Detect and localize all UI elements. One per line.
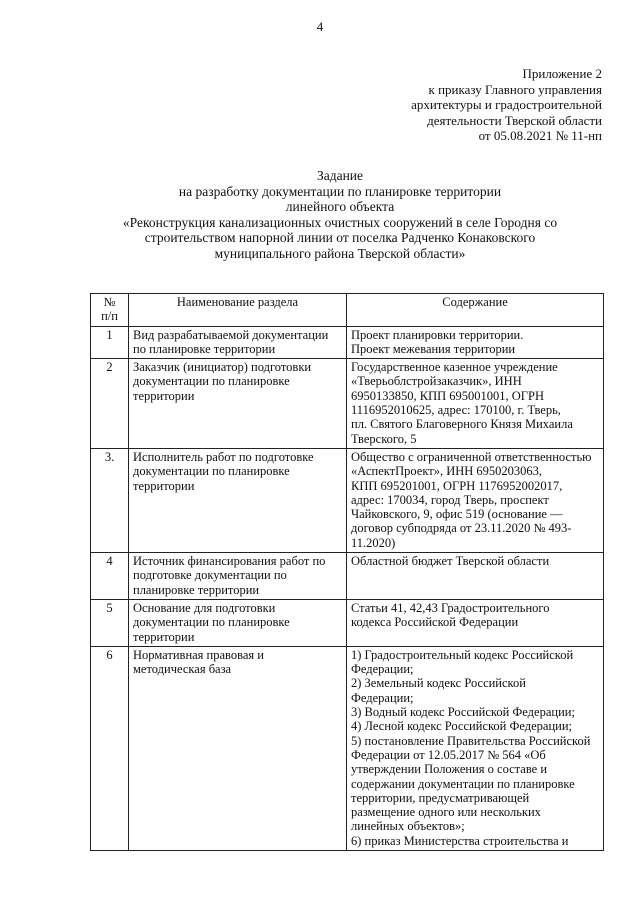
cell-line: адрес: 170034, город Тверь, проспект (351, 492, 549, 507)
header-number-line: № (103, 295, 116, 309)
row-number: 6 (91, 646, 129, 850)
cell-line: Федерации от 12.05.2017 № 564 «Об (351, 747, 546, 762)
title-line: «Реконструкция канализационных очистных сооружений в селе Городня со (122, 214, 558, 230)
cell-line: территории (133, 629, 195, 644)
page-number: 4 (316, 19, 324, 34)
header-name: Наименование раздела (129, 294, 347, 327)
row-name (129, 326, 347, 359)
cell-line: Государственное казенное учреждение (351, 360, 558, 375)
cell-line: Вид разрабатываемой документации (133, 327, 329, 342)
task-title (100, 168, 580, 261)
cell-line: 5) постановление Правительства Российской (351, 733, 591, 748)
cell-line: кодекса Российской Федерации (351, 615, 519, 630)
cell-line: Чайковского, 9, офис 519 (основание — (351, 507, 563, 522)
row-number: 5 (91, 599, 129, 646)
header-number-line: п/п (101, 309, 118, 324)
cell-line: Исполнитель работ по подготовке (133, 449, 314, 464)
table-row (91, 326, 604, 359)
appendix-line: деятельности Тверской области (427, 112, 602, 128)
cell-line: 2) Земельный кодекс Российской (351, 676, 526, 691)
cell-line: методическая база (133, 662, 232, 677)
cell-line: 6950133850, КПП 695001001, ОГРН (351, 388, 544, 403)
row-name (129, 448, 347, 552)
row-content (347, 599, 604, 646)
row-content (347, 646, 604, 850)
cell-line: территории (133, 478, 195, 493)
table-row (91, 646, 604, 850)
appendix-line: к приказу Главного управления (428, 81, 602, 97)
row-content (347, 553, 604, 600)
cell-line: пл. Святого Благоверного Князя Михаила (351, 417, 573, 432)
row-number: 3. (91, 448, 129, 552)
cell-line: Заказчик (инициатор) подготовки (133, 360, 312, 375)
cell-line: подготовке документации по (133, 568, 287, 583)
cell-line: Федерации; (351, 690, 414, 705)
appendix-line: от 05.08.2021 № 11-нп (478, 128, 602, 143)
row-name (129, 599, 347, 646)
cell-line: документации по планировке (133, 374, 290, 389)
row-number: 1 (91, 326, 129, 359)
cell-line: документации по планировке (133, 464, 290, 479)
table-header-row (91, 294, 604, 327)
row-content (347, 448, 604, 552)
cell-line: Проект межевания территории (351, 341, 516, 356)
cell-line: договор субподряда от 23.11.2020 № 493- (351, 521, 572, 536)
cell-line: по планировке территории (133, 341, 276, 356)
cell-line: линейных объектов»; (351, 819, 465, 834)
cell-line: Источник финансирования работ по (133, 554, 326, 569)
title-line: муниципального района Тверской области» (214, 245, 466, 261)
table-row (91, 553, 604, 600)
cell-line: КПП 695201001, ОГРН 1176952002017, (351, 478, 563, 493)
cell-line: территории, предусматривающей (351, 790, 530, 805)
cell-line: Областной бюджет Тверской области (351, 554, 550, 569)
appendix-line: Приложение 2 (522, 66, 602, 81)
title-line: на разработку документации по планировке территории (178, 183, 502, 199)
row-name (129, 359, 347, 449)
cell-line: 4) Лесной кодекс Российской Федерации; (351, 719, 572, 734)
row-name (129, 553, 347, 600)
cell-line: 1) Градостроительный кодекс Российской (351, 647, 574, 662)
appendix-line: архитектуры и градостроительной (411, 97, 602, 112)
cell-line: 11.2020) (351, 535, 396, 550)
row-content (347, 359, 604, 449)
cell-line: планировке территории (133, 582, 260, 597)
cell-line: территории (133, 388, 195, 403)
appendix-header (411, 66, 602, 144)
title-line: строительством напорной линии от поселка Радченко Конаковского (144, 230, 536, 245)
cell-line: «АспектПроект», ИНН 6950203063, (351, 464, 543, 479)
cell-line: 1116952010625, адрес: 170100, г. Тверь, (351, 403, 561, 418)
cell-line: Основание для подготовки (133, 600, 276, 615)
cell-line: содержании документации по планировке (351, 776, 575, 791)
cell-line: утверждении Положения о составе и (351, 762, 548, 777)
table-row (91, 359, 604, 449)
cell-line: документации по планировке (133, 615, 290, 630)
cell-line: Общество с ограниченной ответственностью (351, 449, 592, 464)
row-name (129, 646, 347, 850)
task-table (90, 293, 604, 851)
table-row (91, 599, 604, 646)
cell-line: Федерации; (351, 662, 414, 677)
title-line: Задание (316, 168, 364, 183)
title-line: линейного объекта (285, 199, 395, 214)
cell-line: размещение одного или нескольких (351, 805, 541, 820)
cell-line: 6) приказ Министерства строительства и (351, 833, 569, 848)
row-number: 2 (91, 359, 129, 449)
table-row (91, 448, 604, 552)
header-content: Содержание (347, 294, 604, 327)
cell-line: Нормативная правовая и (133, 647, 264, 662)
cell-line: Статьи 41, 42,43 Градостроительного (351, 600, 550, 615)
cell-line: Тверского, 5 (351, 431, 417, 446)
row-number: 4 (91, 553, 129, 600)
cell-line: 3) Водный кодекс Российской Федерации; (351, 705, 575, 720)
cell-line: «Тверьоблстройзаказчик», ИНН (351, 374, 522, 389)
row-content (347, 326, 604, 359)
header-number (91, 294, 129, 327)
cell-line: Проект планировки территории. (351, 327, 524, 342)
